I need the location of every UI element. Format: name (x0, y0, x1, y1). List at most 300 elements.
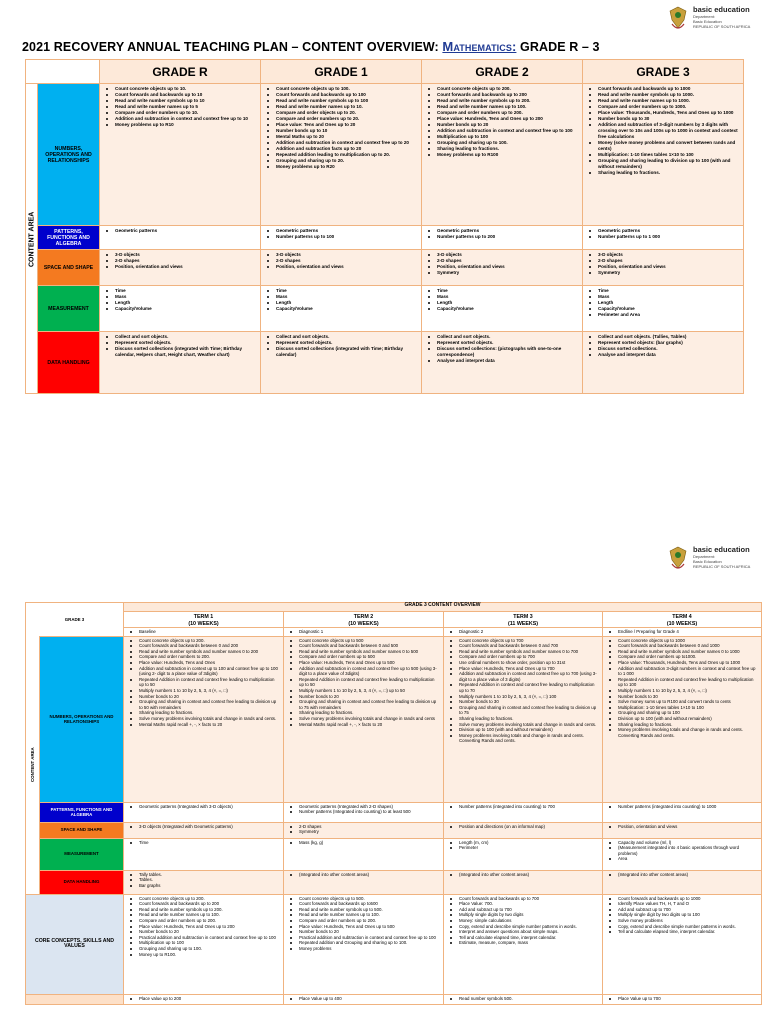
list-item: Count forwards and backwards up to 100 (266, 92, 418, 98)
list-item: Number bonds to 30 (449, 699, 599, 705)
cell-r3-c3 (583, 286, 744, 332)
list-item: Read and write number symbols up to 200. (427, 98, 579, 104)
dbe-logo (666, 546, 750, 572)
list-item: Multiply single digit by two digits up to 100 (608, 912, 758, 918)
list-item: Count forwards and backwards between 0 and 500 (289, 643, 440, 649)
list-item: Compare and order objects up to 20. (266, 110, 418, 116)
list-item: (Integrated into other content areas) (608, 872, 758, 878)
list-item: Grouping and sharing up to 100. (427, 140, 579, 146)
list-item: Count concrete objects up to 10. (105, 86, 257, 92)
list-item: Count concrete objects up to 1000 (608, 638, 758, 644)
term-cell: Place Value up to 700 (603, 994, 762, 1004)
cell-r2-c3 (583, 250, 744, 286)
strand-space-shape: SPACE AND SHAPE (38, 250, 100, 286)
list-item: Count concrete objects up to 500 (289, 638, 440, 644)
pre-assessment: Endline / Preparing for Grade 4 (603, 628, 762, 637)
content-area-label: CONTENT AREA (26, 636, 40, 894)
term-cell (284, 802, 444, 822)
list-item: Symmetry (289, 829, 440, 835)
list-item: Analyse and interpret data (427, 358, 579, 364)
list-item: Tables. (129, 877, 280, 883)
list-item: Number bonds up to 30 (588, 116, 740, 122)
list-item: 3-D objects (Integrated with Geometric patterns) (129, 824, 280, 830)
list-item: Count concrete objects up to 200. (129, 896, 280, 902)
list-item: Read and write number symbols and number names 0 to 500 (289, 649, 440, 655)
cell-r3-c0 (100, 286, 261, 332)
list-item: Addition and subtraction of 3-digit numbers by 3 digits with crossing over to 10s and 100s up to 1000 in context and context free calculations (588, 122, 740, 140)
list-item: Represent sorted objects. (266, 340, 418, 346)
list-item: Read and write number names up to 5 (105, 104, 257, 110)
list-item: Number bonds to 30 (608, 694, 758, 700)
list-item: Represent sorted objects. (105, 340, 257, 346)
list-item: Place value: Thousands, Hundreds, Tens and Ones up to 1000 (588, 110, 740, 116)
grade-header: GRADE 1 (261, 60, 422, 84)
term-header: TERM 1 (10 WEEKS) (124, 612, 284, 628)
list-item: Geometric patterns (Integrated with 3-D objects) (129, 804, 280, 810)
list-item: Place value: Hundreds, Tens and Ones up to 200 (427, 116, 579, 122)
logo-line: REPUBLIC OF SOUTH AFRICA (693, 564, 751, 569)
grade-header: GRADE R (100, 60, 261, 84)
list-item: Number bonds up to 20 (427, 122, 579, 128)
list-item: 3-D objects (266, 252, 418, 258)
list-item: Read and write number symbols and number names 0 to 200 (129, 649, 280, 655)
pre-assessment: Diagnostic 2 (444, 628, 603, 637)
list-item: Position, orientation and views (105, 264, 257, 270)
term-cell (444, 802, 603, 822)
list-item: Place value: Tens and Ones up to 20 (266, 122, 418, 128)
term-cell (284, 636, 444, 802)
list-item: Number patterns (integrated into counting) to 700 (449, 804, 599, 810)
term-header: TERM 4 (10 WEEKS) (603, 612, 762, 628)
list-item: Capacity and volume (ml, l) (608, 840, 758, 846)
list-item: Capacity/Volume (427, 306, 579, 312)
list-item: Count concrete objects up to 200. (129, 638, 280, 644)
list-item: Place value: Hundreds, Tens and Ones (129, 660, 280, 666)
list-item: Time (427, 288, 579, 294)
list-item: Tell and calculate elapsed time, interpret calendar. (608, 929, 758, 935)
pre-assessment: Baseline (124, 628, 284, 637)
cell-r1-c1 (261, 226, 422, 250)
list-item: Addition and subtraction facts up to 20 (266, 146, 418, 152)
list-item: Mass (105, 294, 257, 300)
list-item: Count forwards and backwards between 0 and 1000 (608, 643, 758, 649)
list-item: Count forwards and backwards between 0 and 700 (449, 643, 599, 649)
list-item: Count concrete objects up to 500. (289, 896, 440, 902)
list-item: Money problems up to R20 (266, 164, 418, 170)
list-item: Compare and order numbers up to 1000. (588, 104, 740, 110)
list-item: Compare and order numbers up to 200. (289, 918, 440, 924)
list-item: Read and write number symbols up to 500. (289, 907, 440, 913)
list-item: Number patterns up to 200 (427, 234, 579, 240)
list-item: 2-D shapes (588, 258, 740, 264)
list-item: Number bonds up to 10 (266, 128, 418, 134)
cell-r2-c1 (261, 250, 422, 286)
list-item: Number bonds to 20 (129, 929, 280, 935)
term-cell (603, 802, 762, 822)
list-item: 3-D objects (588, 252, 740, 258)
strand-patterns: PATTERNS, FUNCTIONS AND ALGEBRA (40, 802, 124, 822)
strand-measurement: MEASUREMENT (40, 838, 124, 870)
list-item: Use ordinal numbers to show order, position up to 31st (449, 660, 599, 666)
list-item: Read and write number symbols up to 10 (105, 98, 257, 104)
list-item: Collect and sort objects. (Tallies, Tables) (588, 334, 740, 340)
list-item: Repeated addition and Grouping and sharing up to 100. (289, 940, 440, 946)
term-cell (124, 838, 284, 870)
list-item: Place value: Hundreds, Tens and Ones up to 700 (449, 666, 599, 672)
list-item: Mental Maths rapid recall +, -, × facts to 20 (289, 722, 440, 728)
list-item: Add and subtract up to 700 (608, 907, 758, 913)
list-item: Number bonds to 20 (289, 929, 440, 935)
list-item: Represent sorted objects: (bar graphs) (588, 340, 740, 346)
list-item: 2-D shapes (105, 258, 257, 264)
list-item: Position, orientation and views (266, 264, 418, 270)
list-item: Multiply numbers 1 to 10 by 2, 5, 3, 4 (×, =, □) (608, 688, 758, 694)
term-cell (284, 894, 444, 994)
cell-r4-c1 (261, 332, 422, 394)
list-item: Geometric patterns (105, 228, 257, 234)
term-cell (444, 636, 603, 802)
list-item: Compare and order numbers up to 200. (129, 918, 280, 924)
list-item: Count forwards and backwards up to 10 (105, 92, 257, 98)
list-item: Solve money problems involving totals and change in rands and cents. (129, 716, 280, 722)
list-item: Perimeter and Area (588, 312, 740, 318)
logo-line: Department: (693, 14, 716, 19)
list-item: Represent sorted objects. (427, 340, 579, 346)
cell-r0-c1 (261, 84, 422, 226)
strand-data-handling: DATA HANDLING (40, 870, 124, 894)
list-item: Length (427, 300, 579, 306)
list-item: Addition and subtraction in context and context free up to 700 (using 3-digit to a place value of 3 digits) (449, 671, 599, 682)
list-item: Copy, extend and describe simple number patterns in words. (608, 924, 758, 930)
list-item: Mass (kg, g) (289, 840, 440, 846)
subject-link[interactable]: Mathematics: (442, 39, 517, 54)
list-item: Sharing leading to fractions. (427, 146, 579, 152)
strand-numbers: NUMBERS, OPERATIONS AND RELATIONSHIPS (38, 84, 100, 226)
list-item: Practical addition and subtraction in context and context free up to 100 (129, 935, 280, 941)
overview-title: GRADE 3 CONTENT OVERVIEW (124, 603, 762, 612)
list-item: Mental Maths rapid recall +, -, × facts to 20 (129, 722, 280, 728)
list-item: Capacity/Volume (105, 306, 257, 312)
cell-r4-c0 (100, 332, 261, 394)
list-item: Length (266, 300, 418, 306)
strand-numbers: NUMBERS, OPERATIONS AND RELATIONSHIPS (40, 636, 124, 802)
list-item: Division up to 100 (with and without remainders) (608, 716, 758, 722)
list-item: Count concrete objects up to 700 (449, 638, 599, 644)
list-item: 2-D shapes (289, 824, 440, 830)
document-title: 2021 RECOVERY ANNUAL TEACHING PLAN – CONTENT OVERVIEW: Mathematics: GRADE R – 3 (22, 39, 600, 54)
list-item: Money problems involving totals and change in rands and cents. Converting Rands and cents. (449, 733, 599, 744)
content-area-label: CONTENT AREA (26, 84, 38, 394)
cell-r0-c0 (100, 84, 261, 226)
list-item: Read and write number symbols up to 100 (266, 98, 418, 104)
list-item: Geometric patterns (266, 228, 418, 234)
list-item: 3-D objects (427, 252, 579, 258)
list-item: Discuss sorted collections. (588, 346, 740, 352)
cell-r2-c2 (422, 250, 583, 286)
list-item: Read and write number symbols up to 200. (129, 907, 280, 913)
logo-line: REPUBLIC OF SOUTH AFRICA (693, 24, 751, 29)
cell-r1-c2 (422, 226, 583, 250)
list-item: Sharing leading to fractions. (289, 710, 440, 716)
list-item: Repeated Addition in context and context free leading to multiplication up to 50 (289, 677, 440, 688)
list-item: Multiplication up to 100 (427, 134, 579, 140)
logo-brand: basic education (693, 545, 750, 554)
list-item: Money problems up to R10 (105, 122, 257, 128)
term-cell (124, 870, 284, 894)
strand-data-handling: DATA HANDLING (38, 332, 100, 394)
list-item: Count forwards and backwards up to 1000 (588, 86, 740, 92)
term-cell (444, 822, 603, 838)
list-item: Multiplication: 1-10 times tables 1×10 to 100 (588, 152, 740, 158)
grade3-overview-table (25, 602, 762, 1005)
list-item: (Measurement integrated into 4 basic operations through word problems) (608, 845, 758, 856)
list-item: Count forwards and backwards up to 1000 (608, 896, 758, 902)
term-cell (444, 894, 603, 994)
term-cell (124, 636, 284, 802)
list-item: Money up to R100. (129, 952, 280, 958)
term-cell (603, 822, 762, 838)
list-item: Repeated Addition in context and context free leading to multiplication up to 70 (449, 682, 599, 693)
list-item: Count forwards and backwards up to 200 (129, 901, 280, 907)
term-cell (603, 838, 762, 870)
cell-r0-c2 (422, 84, 583, 226)
list-item: Tally tables. (129, 872, 280, 878)
list-item: Capacity/Volume (266, 306, 418, 312)
list-item: Count forwards and backwards up to 200 (427, 92, 579, 98)
list-item: Multiply numbers 1 to 10 by 2, 5, 3, 4 (×, =, □) up to 50 (289, 688, 440, 694)
list-item: Number patterns up to 100 (266, 234, 418, 240)
list-item: Interpret and answer questions about simple maps. (449, 929, 599, 935)
cell-r3-c1 (261, 286, 422, 332)
list-item: Addition and subtraction in context up to 100 and context free up to 100 (using 2- digit to a place value of 3digits) (129, 666, 280, 677)
page-1 (0, 0, 768, 400)
list-item: Mass (427, 294, 579, 300)
list-item: Place value: Thousands, Hundreds, Tens and Ones up to 1000 (608, 660, 758, 666)
list-item: Time (129, 840, 280, 846)
list-item: Addition and subtraction 3-digit numbers in context and context free up to 1 000 (608, 666, 758, 677)
list-item: Solve money problems (608, 918, 758, 924)
list-item: Discuss sorted collections: (pictographs with one-to-one correspondence) (427, 346, 579, 358)
list-item: Copy, extend and describe simple number patterns in words. (449, 924, 599, 930)
list-item: Repeated Addition in context and context free leading to multiplication up to 100 (608, 677, 758, 688)
list-item: Solve money problems involving totals and change in rands and cents. (449, 722, 599, 728)
list-item: Count concrete objects up to 200. (427, 86, 579, 92)
term-cell (284, 838, 444, 870)
cell-r0-c3 (583, 84, 744, 226)
term-cell (124, 894, 284, 994)
list-item: Compare and order numbers up to 200. (427, 110, 579, 116)
list-item: Length (105, 300, 257, 306)
list-item: Division up to 100 (with and without remainders) (449, 727, 599, 733)
list-item: 3-D objects (105, 252, 257, 258)
list-item: Count forwards and backwards up to 700 (449, 896, 599, 902)
header-blank (26, 60, 100, 84)
logo-brand: basic education (693, 5, 750, 14)
list-item: Compare and order numbers up to 700 (449, 654, 599, 660)
list-item: Number bonds to 20 (129, 694, 280, 700)
list-item: Estimate, measure, compare, mass (449, 940, 599, 946)
term-cell (284, 870, 444, 894)
list-item: Grouping and sharing up to 100. (129, 946, 280, 952)
list-item: Number bonds to 20 (289, 694, 440, 700)
cell-r1-c3 (583, 226, 744, 250)
list-item: Multiplication: 1-10 times tables 1×10 to 100 (608, 705, 758, 711)
list-item: Time (588, 288, 740, 294)
list-item: 2-D shapes (427, 258, 579, 264)
list-item: Read and write number names up to 100. (427, 104, 579, 110)
term-cell: Read number symbols 500. (444, 994, 603, 1004)
list-item: Compare and order numbers up to 500 (289, 654, 440, 660)
cell-r4-c2 (422, 332, 583, 394)
list-item: Add and subtract up to 700 (449, 907, 599, 913)
cell-r2-c0 (100, 250, 261, 286)
list-item: Analyse and interpret data (588, 352, 740, 358)
list-item: Collect and sort objects. (427, 334, 579, 340)
list-item: Symmetry (588, 270, 740, 276)
list-item: (Integrated into other content areas) (449, 872, 599, 878)
row-band (26, 994, 124, 1004)
list-item: 2-D shapes (266, 258, 418, 264)
list-item: Position, orientation and views (608, 824, 758, 830)
list-item: (Integrated into other content areas) (289, 872, 440, 878)
list-item: Count concrete objects up to 100. (266, 86, 418, 92)
list-item: Sharing leading to fractions. (588, 170, 740, 176)
list-item: Number patterns up to 1 000 (588, 234, 740, 240)
list-item: Bar graphs (129, 883, 280, 889)
list-item: Grouping and sharing leading to division up to 100 (with and without remainders) (588, 158, 740, 170)
list-item: Grouping and sharing in context and context free leading to division up to 75 (449, 705, 599, 716)
core-concepts-label: CORE CONCEPTS, SKILLS AND VALUES (26, 894, 124, 994)
list-item: Area (608, 856, 758, 862)
list-item: Place value: Hundreds, Tens and Ones up to 500 (289, 924, 440, 930)
coat-of-arms-icon (666, 6, 690, 32)
dbe-logo (666, 6, 750, 32)
list-item: Addition and subtraction in context and context free up to 10 (105, 116, 257, 122)
term-header: TERM 3 (11 WEEKS) (444, 612, 603, 628)
list-item: Money: simple calculations (449, 918, 599, 924)
list-item: Time (266, 288, 418, 294)
cell-r3-c2 (422, 286, 583, 332)
list-item: Read and write number symbols and number names 0 to 1000 (608, 649, 758, 655)
list-item: Multiply numbers 1 to 10 by 2, 5, 3, 4 (×, =, □) 100 (449, 694, 599, 700)
list-item: Collect and sort objects. (105, 334, 257, 340)
grade-header: GRADE 2 (422, 60, 583, 84)
cell-r4-c3 (583, 332, 744, 394)
term-header: TERM 2 (10 WEEKS) (284, 612, 444, 628)
grade-header: GRADE 3 (583, 60, 744, 84)
strand-patterns: PATTERNS, FUNCTIONS AND ALGEBRA (38, 226, 100, 250)
list-item: Geometric patterns (588, 228, 740, 234)
list-item: Place value: Hundreds, Tens and Ones up to 500 (289, 660, 440, 666)
list-item: Money (solve money problems and convert between rands and cents) (588, 140, 740, 152)
list-item: Compare and order numbers up to1000. (608, 654, 758, 660)
list-item: Place value: Hundreds, Tens and Ones up to 200 (129, 924, 280, 930)
coat-of-arms-icon (666, 546, 690, 572)
list-item: Collect and sort objects. (266, 334, 418, 340)
list-item: Read and write number names up to 100. (289, 912, 440, 918)
list-item: Capacity/Volume (588, 306, 740, 312)
list-item: Money problems (289, 946, 440, 952)
list-item: Addition and subtraction in context and context free up to 20 (266, 140, 418, 146)
list-item: Tell and calculate elapsed time, interpret calendar. (449, 935, 599, 941)
term-cell (444, 870, 603, 894)
term-cell (444, 838, 603, 870)
list-item: Read and write number symbols and number names 0 to 700 (449, 649, 599, 655)
list-item: Sharing leading to fractions. (129, 710, 280, 716)
term-cell (284, 822, 444, 838)
list-item: Discuss sorted collections (integrated with Time; Birthday calendar) (266, 346, 418, 358)
list-item: Identify Place values TH, H, T and O (608, 901, 758, 907)
list-item: Compare and order numbers up to 20. (266, 116, 418, 122)
list-item: Length (588, 300, 740, 306)
list-item: Time (105, 288, 257, 294)
list-item: Read and write number symbols up to 1000. (588, 92, 740, 98)
grade-label: GRADE 3 (26, 603, 124, 637)
list-item: Mass (588, 294, 740, 300)
list-item: Geometric patterns (427, 228, 579, 234)
list-item: Discuss sorted collections (integrated with Time; Birthday calendar, Helpers chart, Height chart, Weather chart) (105, 346, 257, 358)
pre-assessment: Diagnostic 1 (284, 628, 444, 637)
list-item: Count forwards and backwards up to500 (289, 901, 440, 907)
list-item: Grouping and sharing up to 100 (608, 710, 758, 716)
list-item: Symmetry (427, 270, 579, 276)
list-item: Money problems up to R100 (427, 152, 579, 158)
list-item: Sharing leading to fractions. (608, 722, 758, 728)
list-item: Addition and subtraction in context and context free up to 100 (427, 128, 579, 134)
list-item: Read and write number names up to 10. (266, 104, 418, 110)
list-item: Read and write number names up to 100. (129, 912, 280, 918)
list-item: Geometric patterns (Integrated with 2-D shapes) (289, 804, 440, 810)
term-cell (603, 636, 762, 802)
list-item: Solve money sums up to R100 and convert rands to cents (608, 699, 758, 705)
list-item: Number patterns (integrated into counting) to 1000 (608, 804, 758, 810)
list-item: Multiply numbers 1 to 10 by 2, 5, 3, 4 (×, =, □) (129, 688, 280, 694)
term-cell (124, 822, 284, 838)
list-item: Compare and order numbers to 200. (129, 654, 280, 660)
list-item: Grouping and sharing up to 20. (266, 158, 418, 164)
list-item: Practical addition and subtraction in context and context free up to 100 (289, 935, 440, 941)
term-cell: Place Value up to 400 (284, 994, 444, 1004)
list-item: Number patterns (Integrated into counting) to at least 500 (289, 809, 440, 815)
list-item: Count forwards and backwards between 0 and 200 (129, 643, 280, 649)
list-item: Addition and subtraction in context and context free up to 500 (using 3- digit to a place value of 3digits) (289, 666, 440, 677)
list-item: Mass (266, 294, 418, 300)
list-item: Sharing leading to fractions. (449, 716, 599, 722)
list-item: Repeated addition leading to multiplication up to 20. (266, 152, 418, 158)
list-item: Perimeter (449, 845, 599, 851)
list-item: Grouping and sharing in context and context free leading to division up to 50 with remainders (129, 699, 280, 710)
list-item: Multiplication up to 100 (129, 940, 280, 946)
strand-space-shape: SPACE AND SHAPE (40, 822, 124, 838)
strand-measurement: MEASUREMENT (38, 286, 100, 332)
logo-line: Department: (693, 554, 716, 559)
content-overview-table (25, 59, 744, 394)
list-item: Read and write number names up to 1000. (588, 98, 740, 104)
cell-r1-c0 (100, 226, 261, 250)
term-cell: Place value up to 200 (124, 994, 284, 1004)
list-item: Repeated Addition in context and context free leading to multiplication up to 50 (129, 677, 280, 688)
list-item: Grouping and sharing in context and context free leading to division up to 75 with remainders (289, 699, 440, 710)
list-item: Length (m, cm) (449, 840, 599, 846)
term-cell (603, 870, 762, 894)
list-item: Mental Maths up to 20 (266, 134, 418, 140)
list-item: Multiply single digits by two digits (449, 912, 599, 918)
list-item: Compare and order numbers up to 10. (105, 110, 257, 116)
term-cell (124, 802, 284, 822)
list-item: Position, orientation and views (427, 264, 579, 270)
term-cell (603, 894, 762, 994)
list-item: Money problems involving totals and change in rands and cents. Converting Rands and cents. (608, 727, 758, 738)
